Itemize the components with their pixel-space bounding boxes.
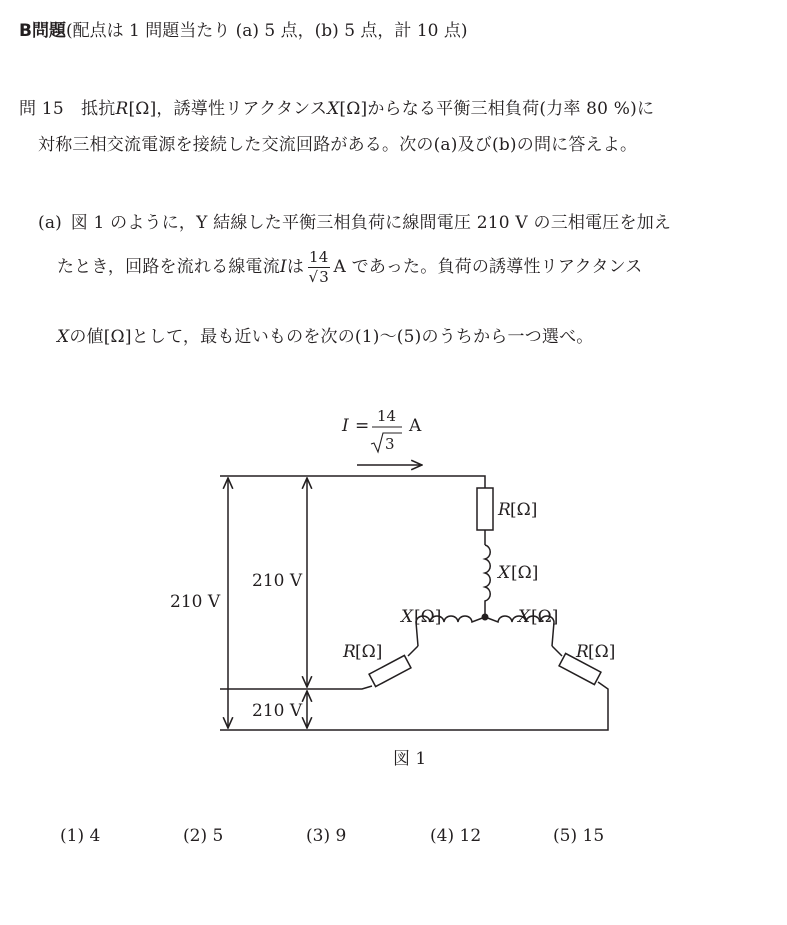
fig-current-unit: A bbox=[409, 416, 422, 436]
question-text: [Ω]，誘導性リアクタンス bbox=[128, 99, 328, 119]
part-a-text: 図 1 のように，Y 結線した平衡三相負荷に線間電圧 210 V の三相電圧を加え bbox=[70, 213, 672, 233]
part-a-text: は bbox=[286, 257, 305, 277]
label-x-left: X bbox=[401, 607, 414, 627]
question-text: [Ω]からなる平衡三相負荷(力率 80 %)に bbox=[339, 99, 655, 119]
choice-value: 4 bbox=[89, 826, 101, 846]
neutral-node bbox=[482, 614, 489, 621]
fig-fraction-numerator: 14 bbox=[377, 407, 397, 425]
choice-4[interactable] bbox=[430, 826, 481, 846]
label-r-top-unit: [Ω] bbox=[510, 500, 538, 520]
label-x-top-unit: [Ω] bbox=[511, 563, 539, 583]
choice-label: (3) bbox=[306, 826, 331, 846]
fig-equals: = bbox=[355, 416, 370, 436]
section-title: B問題 bbox=[19, 21, 66, 41]
choice-label: (5) bbox=[553, 826, 578, 846]
voltage-label-top: 210 V bbox=[252, 571, 303, 591]
part-a-text: の値[Ω]として，最も近いものを次の(1)〜(5)のうちから一つ選べ。 bbox=[69, 327, 594, 347]
voltage-label-outer: 210 V bbox=[170, 592, 221, 612]
label-r-right: R bbox=[576, 642, 589, 662]
choice-label: (4) bbox=[430, 826, 455, 846]
question-number: 問 15 bbox=[19, 99, 64, 119]
part-a-text: たとき，回路を流れる線電流 bbox=[57, 257, 280, 277]
question-text: 抵抗 bbox=[81, 99, 116, 119]
choice-2[interactable] bbox=[183, 826, 223, 846]
figure-caption: 図 1 bbox=[393, 749, 427, 769]
voltage-label-bottom: 210 V bbox=[252, 701, 303, 721]
choice-value: 5 bbox=[212, 826, 224, 846]
choice-value: 12 bbox=[459, 826, 482, 846]
label-r-left-unit: [Ω] bbox=[355, 642, 383, 662]
part-a-text: A であった。負荷の誘導性リアクタンス bbox=[333, 257, 643, 277]
choice-3[interactable] bbox=[306, 826, 346, 846]
label-x-top: X bbox=[498, 563, 511, 583]
inductor-top bbox=[485, 545, 490, 617]
label-x-right: X bbox=[518, 607, 531, 627]
label-x-left-unit: [Ω] bbox=[414, 607, 442, 627]
choice-label: (2) bbox=[183, 826, 208, 846]
fraction-numerator: 14 bbox=[309, 248, 329, 266]
question-line-2: 対称三相交流電源を接続した交流回路がある。次の(a)及び(b)の問に答えよ。 bbox=[38, 135, 638, 155]
sqrt-radicand: 3 bbox=[319, 268, 330, 286]
symbol-x: X bbox=[57, 327, 70, 347]
choice-label: (1) bbox=[60, 826, 85, 846]
sqrt-icon: √3 bbox=[308, 268, 330, 286]
fig-fraction-denominator: 3 bbox=[385, 435, 395, 453]
choice-1[interactable] bbox=[60, 826, 100, 846]
wire-top bbox=[220, 476, 485, 488]
label-r-right-unit: [Ω] bbox=[588, 642, 616, 662]
wire-left bbox=[220, 686, 372, 689]
choice-value: 9 bbox=[335, 826, 347, 846]
symbol-i: I bbox=[279, 257, 287, 277]
symbol-r: R bbox=[115, 99, 129, 119]
choice-value: 15 bbox=[582, 826, 605, 846]
label-r-left: R bbox=[343, 642, 356, 662]
symbol-x: X bbox=[327, 99, 340, 119]
scoring-note: (配点は 1 問題当たり (a) 5 点，(b) 5 点，計 10 点) bbox=[65, 21, 468, 41]
choice-5[interactable] bbox=[553, 826, 604, 846]
resistor-top bbox=[477, 488, 493, 530]
fig-current-symbol: I bbox=[342, 416, 349, 436]
part-a-label: (a) bbox=[38, 213, 62, 233]
label-r-top: R bbox=[498, 500, 511, 520]
label-x-right-unit: [Ω] bbox=[531, 607, 559, 627]
